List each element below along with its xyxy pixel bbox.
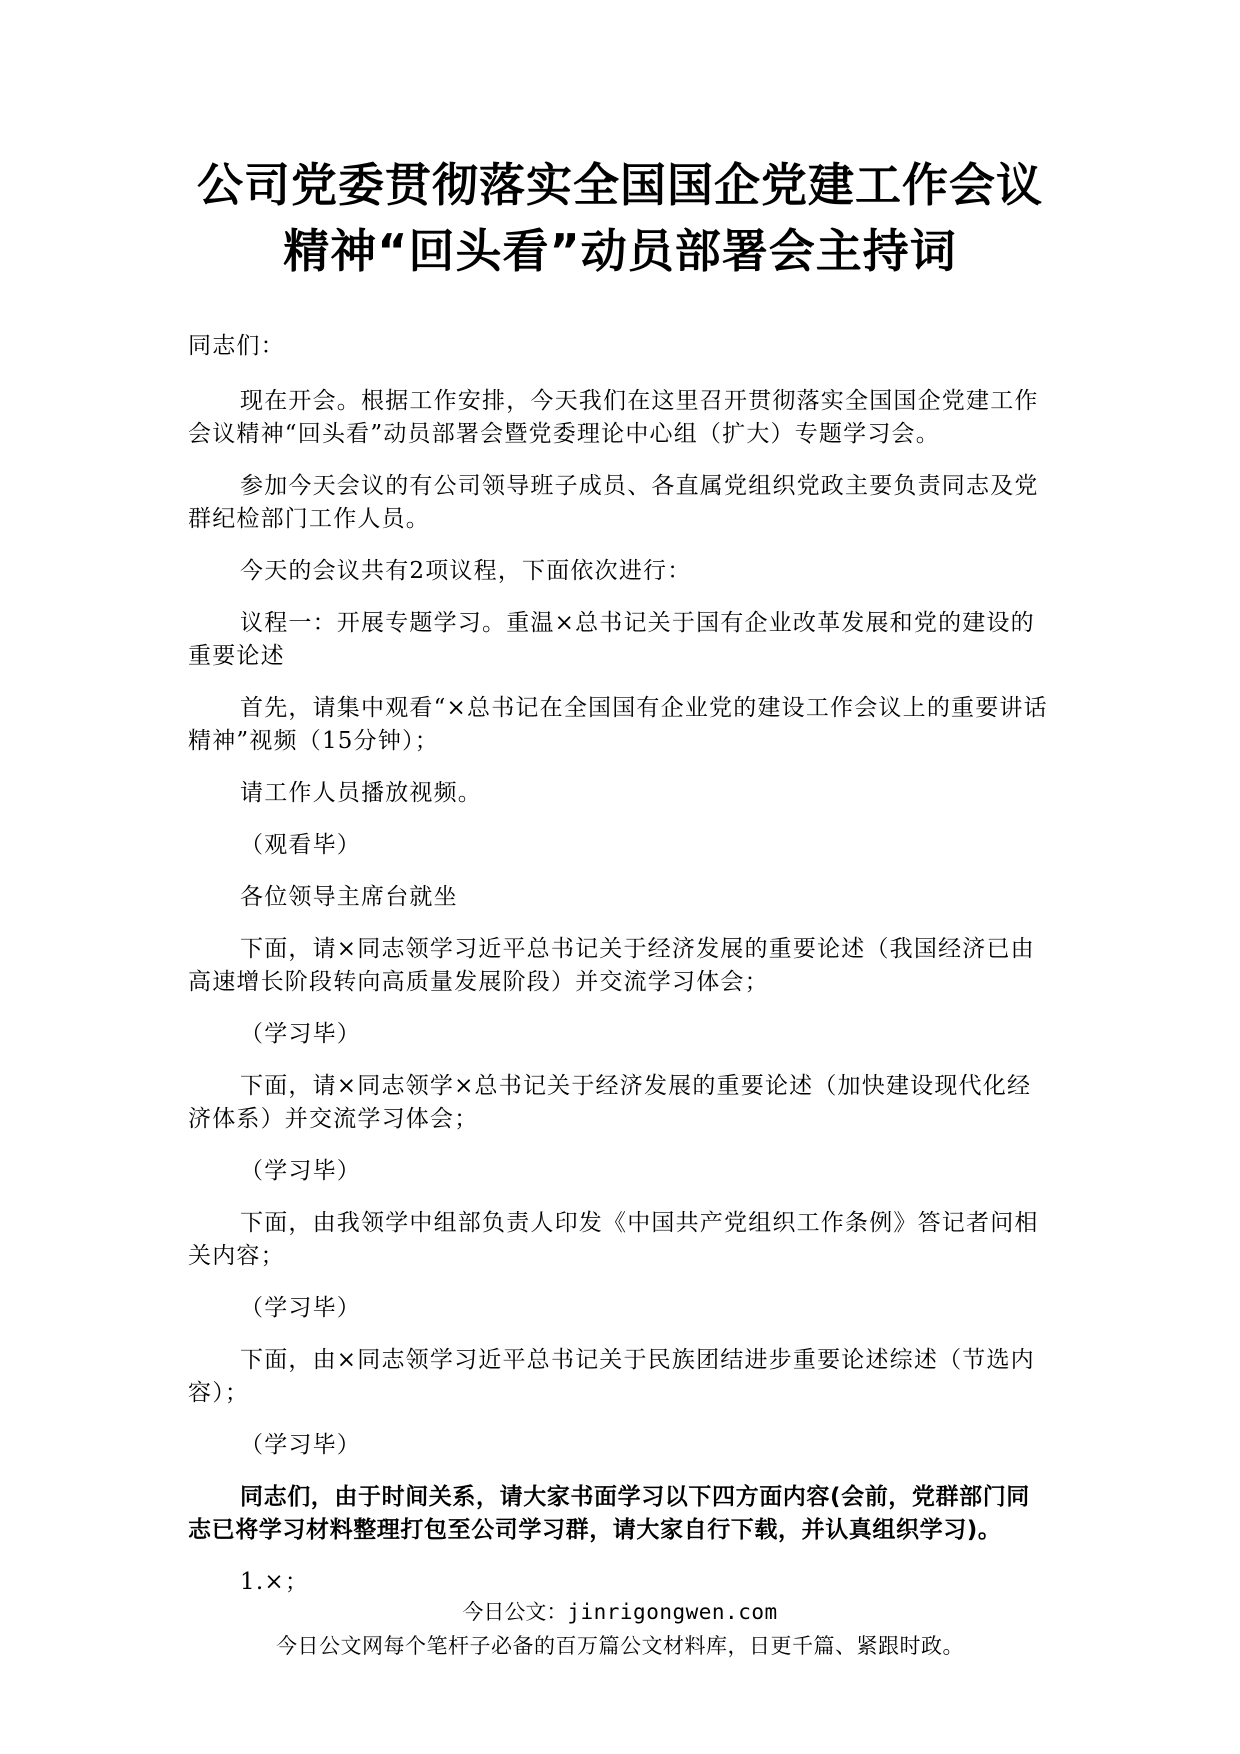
paragraph: （学习毕） [240,1295,361,1321]
paragraph: 现在开会。根据工作安排，今天我们在这里召开贯彻落实全国国企党建工作会议精神“回头看”动员部署会暨党委理论中心组（扩大）专题学习会。 [188,388,1039,447]
footer-label: 今日公文： [462,1600,568,1624]
list-item: 1.×； [240,1569,310,1595]
paragraph: （观看毕） [240,832,361,858]
document-body [188,330,1048,1618]
title-line-1: 公司党委贯彻落实全国国企党建工作会议 [197,158,1043,212]
footer-site-line [0,1595,1240,1629]
title-line-2: 精神“回头看”动员部署会主持词 [283,224,957,278]
paragraph: （学习毕） [240,1432,361,1458]
paragraph: 请工作人员播放视频。 [240,780,482,806]
paragraph: （学习毕） [240,1021,361,1047]
paragraph: 今天的会议共有2项议程，下面依次进行： [240,558,692,584]
paragraph: 下面，由×同志领学习近平总书记关于民族团结进步重要论述综述（节选内容）； [188,1347,1035,1406]
footer-site-link[interactable]: jinrigongwen.com [567,1600,778,1624]
footer-slogan: 今日公文网每个笔杆子必备的百万篇公文材料库，日更千篇、紧跟时政。 [276,1634,964,1658]
paragraph: 各位领导主席台就坐 [240,884,458,910]
salutation: 同志们： [188,333,285,359]
paragraph: 议程一：开展专题学习。重温×总书记关于国有企业改革发展和党的建设的重要论述 [188,610,1035,669]
footer [0,1595,1240,1663]
paragraph: 首先，请集中观看“×总书记在全国国有企业党的建设工作会议上的重要讲话精神”视频（15分钟）； [188,695,1048,754]
document-title [150,152,1090,284]
paragraph: 参加今天会议的有公司领导班子成员、各直属党组织党政主要负责同志及党群纪检部门工作人员。 [188,473,1039,532]
paragraph: 下面，由我领学中组部负责人印发《中国共产党组织工作条例》答记者问相关内容； [188,1210,1039,1269]
paragraph: 下面，请×同志领学×总书记关于经济发展的重要论述（加快建设现代化经济体系）并交流学习体会； [188,1073,1032,1132]
paragraph: 下面，请×同志领学习近平总书记关于经济发展的重要论述（我国经济已由高速增长阶段转向高质量发展阶段）并交流学习体会； [188,936,1035,995]
bold-paragraph: 同志们，由于时间关系，请大家书面学习以下四方面内容(会前，党群部门同志已将学习材料整理打包至公司学习群，请大家自行下载，并认真组织学习)。 [188,1484,1030,1543]
paragraph: （学习毕） [240,1158,361,1184]
